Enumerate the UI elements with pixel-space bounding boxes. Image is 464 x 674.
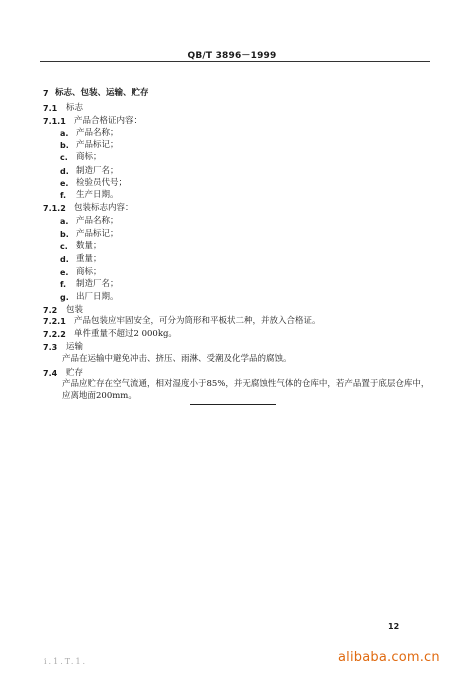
section-text: 产品名称； (76, 216, 119, 226)
section-text: 包装 (66, 305, 84, 315)
section-text: 检验员代号； (76, 178, 128, 188)
section-number: 7.3 (43, 343, 58, 352)
section-number: 7.2 (43, 306, 58, 315)
section-text: 单件重量不超过2 000kg。 (74, 329, 177, 339)
section-number: f. (60, 280, 67, 289)
section-text: 产品在运输中避免冲击、挤压、雨淋、受潮及化学品的腐蚀。 (62, 354, 292, 364)
header-rule (40, 61, 430, 62)
end-of-text-rule (190, 404, 276, 405)
section-number: 7.2.1 (43, 317, 66, 326)
section-text: 运输 (66, 342, 84, 352)
section-number: a. (60, 217, 69, 226)
section-number: c. (60, 242, 68, 251)
section-text: 商标； (76, 267, 102, 277)
section-text: 产品合格证内容： (74, 116, 143, 126)
section-number: 7.4 (43, 369, 58, 378)
section-text: 标志、包装、运输、贮存 (55, 88, 149, 98)
section-text: 产品包装应牢固安全，可分为筒形和平板状二种，并放入合格证。 (74, 316, 321, 326)
section-number: 7.1 (43, 104, 58, 113)
section-text: 贮存 (66, 368, 84, 378)
section-number: b. (60, 230, 69, 239)
section-text: 数量； (76, 241, 102, 251)
section-number: 7.1.1 (43, 117, 66, 126)
section-text: 包装标志内容： (74, 203, 134, 213)
section-number: a. (60, 129, 69, 138)
page-number: 12 (388, 622, 400, 631)
section-text: 标志 (66, 103, 84, 113)
section-text: 制造厂名； (76, 166, 119, 176)
section-text: 商标； (76, 152, 102, 162)
section-text: 制造厂名； (76, 279, 119, 289)
section-text: 生产日期。 (76, 190, 119, 200)
section-number: 7.2.2 (43, 330, 66, 339)
section-number: 7 (43, 89, 49, 98)
section-text: 产品名称； (76, 128, 119, 138)
section-text: 重量； (76, 254, 102, 264)
section-number: d. (60, 255, 69, 264)
section-number: g. (60, 293, 69, 302)
section-text: 产品应贮存在空气流通，相对湿度小于85%，并无腐蚀性气体的仓库中，若产品置于底层仓库中， (62, 379, 430, 389)
section-text: 应离地面200mm。 (62, 391, 137, 401)
section-text: 产品标记； (76, 140, 119, 150)
section-text: 产品标记； (76, 229, 119, 239)
section-number: d. (60, 167, 69, 176)
scan-artifact: i.1.T.1. (44, 657, 88, 666)
section-number: f. (60, 191, 67, 200)
section-number: 7.1.2 (43, 204, 66, 213)
section-number: c. (60, 153, 68, 162)
section-number: e. (60, 179, 69, 188)
standard-number-header: QB/T 3896－1999 (187, 51, 277, 61)
section-text: 出厂日期。 (76, 292, 119, 302)
watermark-text: alibaba.com.cn (338, 650, 440, 665)
section-number: e. (60, 268, 69, 277)
section-number: b. (60, 141, 69, 150)
